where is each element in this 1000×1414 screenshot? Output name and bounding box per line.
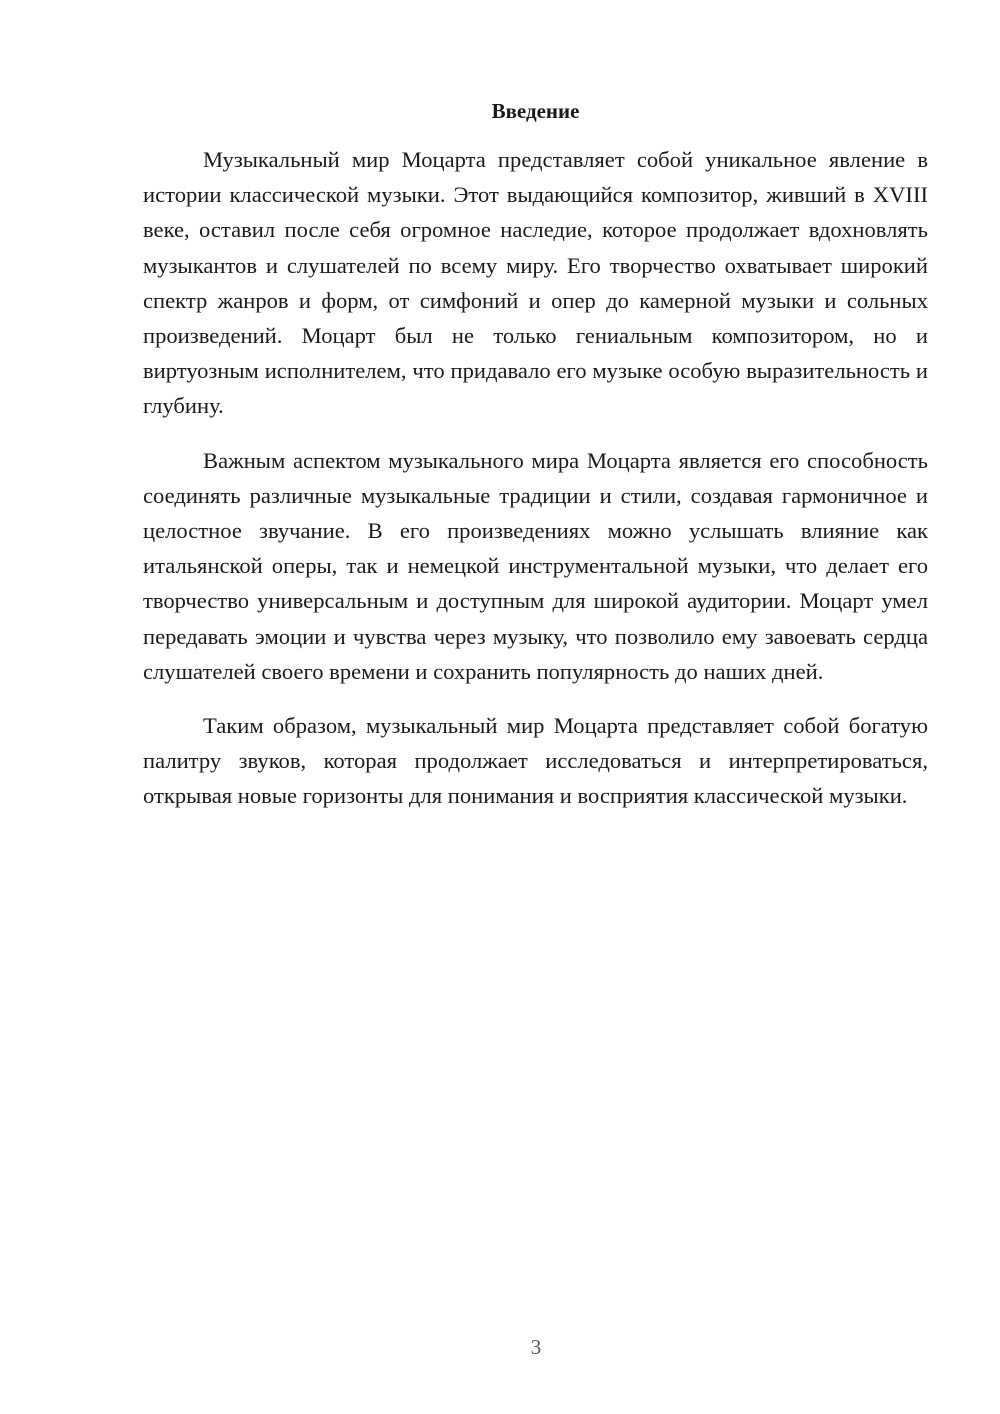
body-text: [143, 142, 928, 833]
page-number: 3: [530, 1335, 542, 1359]
paragraph-1: Музыкальный мир Моцарта представляет собой уникальное явление в истории классической музыки. Этот выдающийся композитор, живший в XVIII веке, оставил после себя огромное наследие, которое продолжает вдохновлять музыкантов и слушателей по всему миру. Его творчество охватывает широкий спектр жанров и форм, от симфоний и опер до камерной музыки и сольных произведений. Моцарт был не только гениальным композитором, но и виртуозным исполнителем, что придавало его музыке особую выразительность и глубину.: [143, 147, 928, 419]
section-heading: Введение: [491, 99, 580, 123]
paragraph-3: Таким образом, музыкальный мир Моцарта представляет собой богатую палитру звуков, которая продолжает исследоваться и интерпретироваться, открывая новые горизонты для понимания и восприятия классической музыки.: [143, 713, 928, 809]
paragraph-2: Важным аспектом музыкального мира Моцарта является его способность соединять различные музыкальные традиции и стили, создавая гармоничное и целостное звучание. В его произведениях можно услышать влияние как итальянской оперы, так и немецкой инструментальной музыки, что делает его творчество универсальным и доступным для широкой аудитории. Моцарт умел передавать эмоции и чувства через музыку, что позволило ему завоевать сердца слушателей своего времени и сохранить популярность до наших дней.: [143, 447, 928, 684]
